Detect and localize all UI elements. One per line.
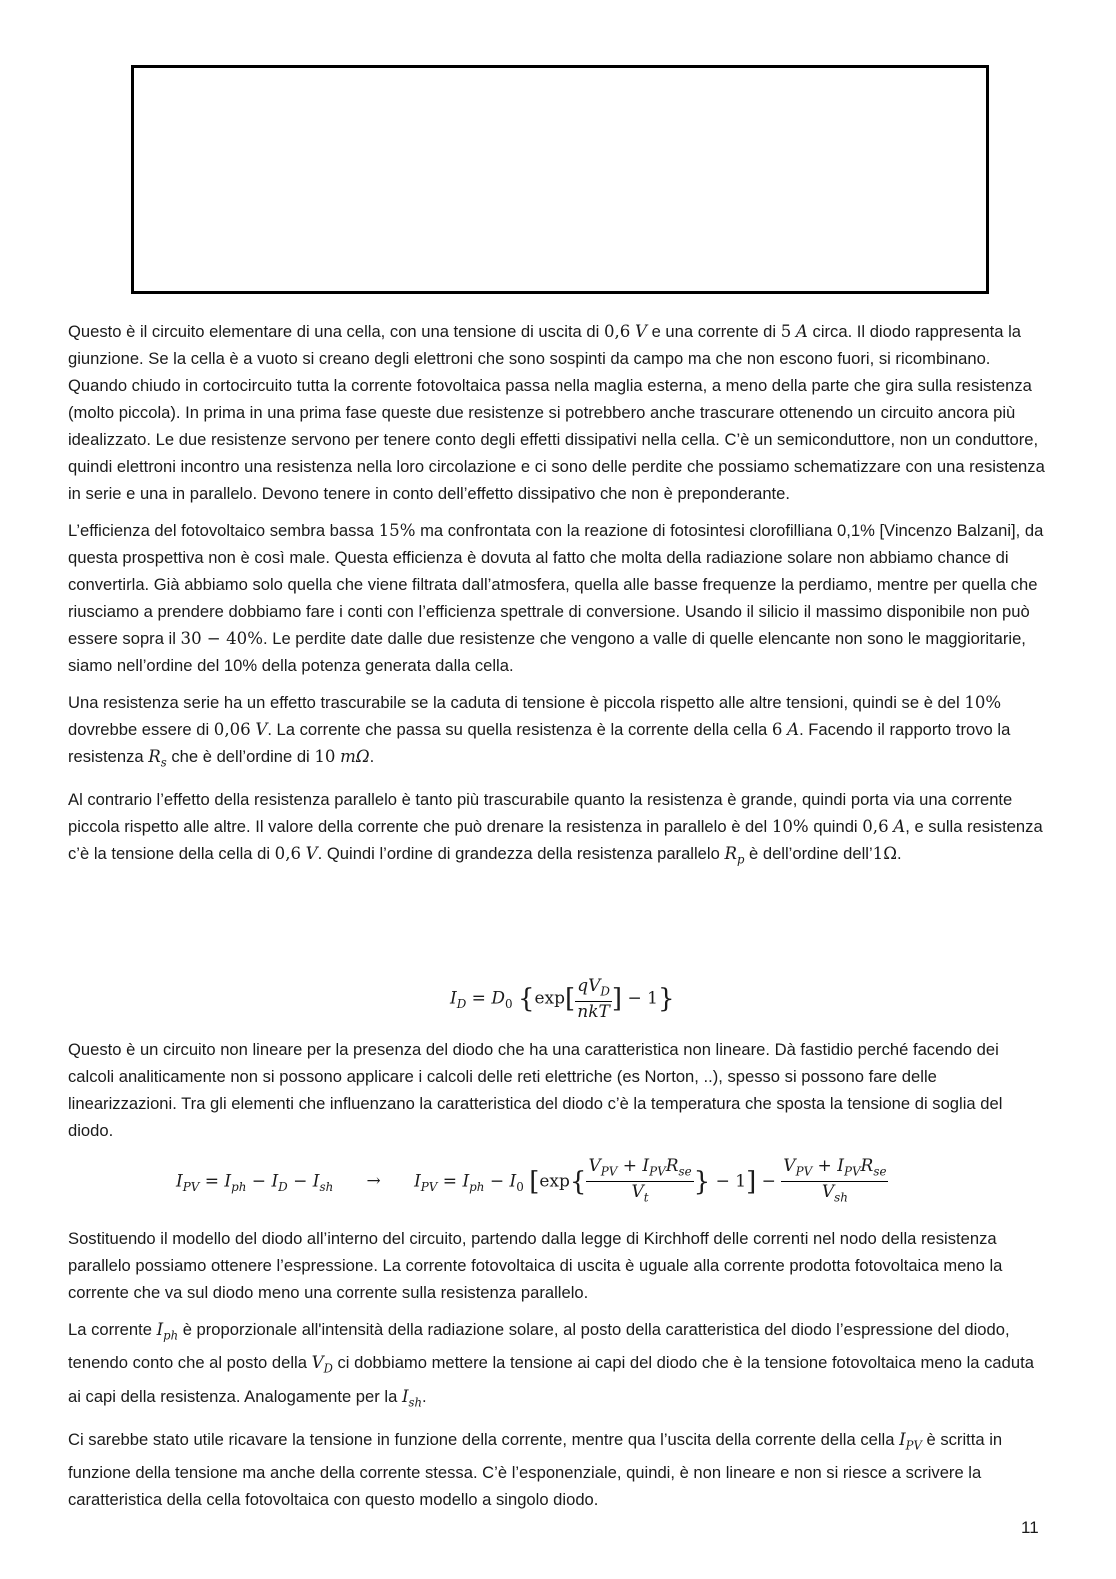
paragraph-7: La corrente $I_{ph}$ è proporzionale all'intensità della radiazione solare, al posto della caratteristica del diodo l’espressione del diodo, tenendo conto che al posto della $V_D$ ci dobbiamo mettere la tensione ai capi del diodo che è la tensione fotovoltaica meno la caduta ai capi della resistenza. Analogamente per la $I_{sh}$. <box>68 1320 1034 1409</box>
paragraph-8: Ci sarebbe stato utile ricavare la tensione in funzione della corrente, mentre qua l’uscita della corrente della cella $I_{PV}$ è scritta in funzione della tensione ma anche della corrente stessa. C’è l’esponenziale, quindi, è non lineare e non si riesce a scrivere la caratteristica della cella fotovoltaica con questo modello a singolo diodo. <box>68 1429 1003 1510</box>
pv-current-equation: $I_{PV} = I_{ph} - I_D - I_{sh} \to I_{PV} = I_{ph} - I_0$ [exp{ $\frac{V_{PV} + I_{PV}R_{se}}{V_t}$ } − 1] − $\frac{V_{PV} + I_{PV}R_{se}}{V_{sh}}$ <box>176 1156 887 1205</box>
document-body <box>68 318 1048 884</box>
diode-equation: $I_D = D_0$ {exp[ $\frac{qV_D}{\text{nkT}}$ ] − 1} <box>450 976 675 1023</box>
page-number: 11 <box>1021 1518 1039 1537</box>
paragraph-6: Sostituendo il modello del diodo all’interno del circuito, partendo dalla legge di Kirchhoff delle correnti nel nodo della resistenza parallelo possiamo ottenere l’espressione. La corrente fotovoltaica di uscita è uguale alla corrente prodotta fotovoltaica meno la corrente che va sul diodo meno una corrente sulla resistenza parallelo. <box>68 1229 1003 1302</box>
document-body-3 <box>68 1225 1048 1523</box>
paragraph-2: L’efficienza del fotovoltaico sembra bassa 15% ma confrontata con la reazione di fotosintesi clorofilliana 0,1% [Vincenzo Balzani], da questa prospettiva non è così male. Questa efficienza è dovuta al fatto che molta della radiazione solare non abbiamo chance di convertirla. Già abbiamo solo quella che viene filtrata dall’atmosfera, quella alle basse frequenze la perdiamo, mentre per quella che riusciamo a prendere dobbiamo fare i conti con l’efficienza spettrale di conversione. Usando il silicio il massimo disponibile non può essere sopra il 30 − 40%. Le perdite date dalle due resistenze che vengono a valle di quelle elencante non sono le maggioritarie, siamo nell’ordine del 10% della potenza generata dalla cella. <box>68 521 1044 675</box>
paragraph-5: Questo è un circuito non lineare per la presenza del diodo che ha una caratteristica non lineare. Dà fastidio perché facendo dei calcoli analiticamente non si possono applicare i calcoli delle reti elettriche (es Norton, ..), spesso si possono fare delle linearizzazioni. Tra gli elementi che influenzano la caratteristica del diodo c’è la temperatura che sposta la tensione di soglia del diodo. <box>68 1040 1003 1140</box>
circuit-figure-frame <box>131 65 989 294</box>
paragraph-4: Al contrario l’effetto della resistenza parallelo è tanto più trascurabile quanto la resistenza è grande, quindi porta via una corrente piccola rispetto alle altre. Il valore della corrente che può drenare la resistenza in parallelo è del 10% quindi 0,6 A, e sulla resistenza c’è la tensione della cella di 0,6 V. Quindi l’ordine di grandezza della resistenza parallelo $R_p$ è dell’ordine dell’1Ω. <box>68 790 1043 867</box>
paragraph-3: Una resistenza serie ha un effetto trascurabile se la caduta di tensione è piccola rispetto alle altre tensioni, quindi se è del 10% dovrebbe essere di 0,06 V. La corrente che passa su quella resistenza è la corrente della cella 6 A. Facendo il rapporto trovo la resistenza $R_s$ che è dell’ordine di 10 mΩ. <box>68 693 1011 770</box>
document-body-2 <box>68 1036 1048 1154</box>
paragraph-1: Questo è il circuito elementare di una cella, con una tensione di uscita di 0,6 V e una corrente di 5 A circa. Il diodo rappresenta la giunzione. Se la cella è a vuoto si creano degli elettroni che sono sospinti da campo ma che non escono fuori, si ricombinano. Quando chiudo in cortocircuito tutta la corrente fotovoltaica passa nella maglia esterna, a meno della parte che gira sulla resistenza (molto piccola). In prima in una prima fase queste due resistenze si potrebbero anche trascurare ottenendo un circuito ancora più idealizzato. Le due resistenze servono per tenere conto degli effetti dissipativi nella cella. C’è un semiconduttore, non un conduttore, quindi elettroni incontro una resistenza nella loro circolazione e ci sono delle perdite che possiamo schematizzare con una resistenza in serie e una in parallelo. Devono tenere in conto dell’effetto dissipativo che non è preponderante. <box>68 322 1045 503</box>
